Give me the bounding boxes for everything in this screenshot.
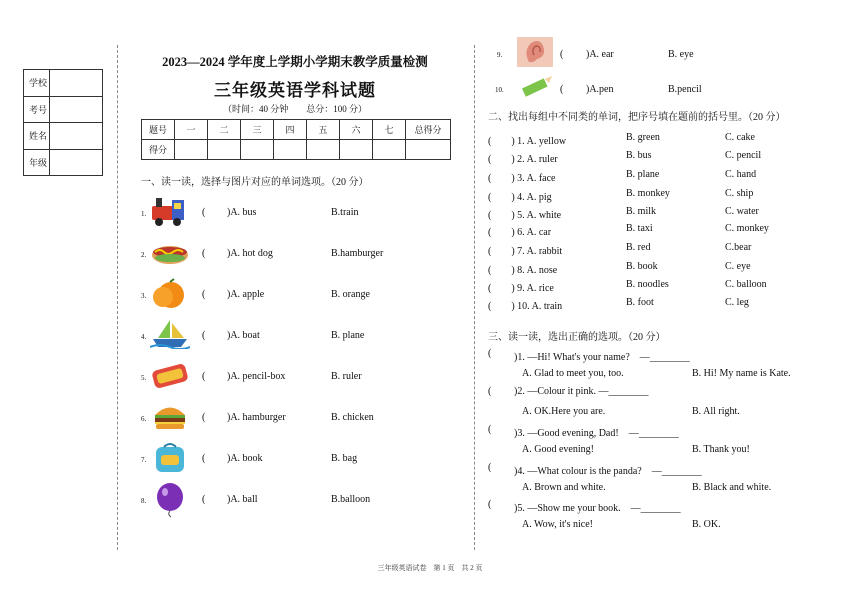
q4-option-a: )A. boat [227, 330, 260, 341]
bag-icon [152, 441, 188, 475]
q8-paren[interactable]: ( [202, 494, 206, 505]
pencil-icon [517, 73, 553, 103]
score-cell-header: 题号 [142, 120, 175, 140]
s2-option-b-2: B. bus [626, 150, 652, 161]
q10-option-a: )A.pen [586, 84, 614, 95]
score-cell[interactable] [373, 140, 406, 160]
q3-number: 3. [141, 292, 147, 300]
school-label: 学校 [24, 70, 50, 97]
q9-option-a: )A. ear [586, 49, 614, 60]
q4-paren[interactable]: ( [202, 330, 206, 341]
score-cell-header: 七 [373, 120, 406, 140]
s3-paren-2[interactable]: ( [488, 386, 492, 397]
s2-option-b-7: B. red [626, 242, 651, 253]
hamburger-icon [152, 402, 188, 432]
score-cell[interactable] [307, 140, 340, 160]
q8-option-a: )A. ball [227, 494, 258, 505]
q1-option-b: B.train [331, 207, 359, 218]
q2-number: 2. [141, 251, 147, 259]
s3-option-a-4: A. Brown and white. [522, 482, 606, 493]
s2-question-4[interactable]: ( ) 4. A. pig [488, 192, 552, 203]
s2-option-b-10: B. foot [626, 297, 654, 308]
s2-option-c-1: C. cake [725, 132, 755, 143]
s3-option-a-2: A. OK.Here you are. [522, 406, 606, 417]
grade-label: 年级 [24, 149, 50, 176]
q2-option-a: )A. hot dog [227, 248, 273, 259]
q5-number: 5. [141, 374, 147, 382]
s2-option-b-3: B. plane [626, 169, 660, 180]
q3-paren[interactable]: ( [202, 289, 206, 300]
q9-number: 9. [497, 51, 503, 59]
q5-option-a: )A. pencil-box [227, 371, 286, 382]
q1-option-a: )A. bus [227, 207, 257, 218]
q7-paren[interactable]: ( [202, 453, 206, 464]
s3-option-a-1: A. Glad to meet you, too. [522, 368, 624, 379]
s3-option-b-4: B. Black and white. [692, 482, 772, 493]
q10-paren[interactable]: ( [560, 84, 564, 95]
q1-number: 1. [141, 210, 147, 218]
s3-question-2: )2. —Colour it pink. —________ [514, 386, 649, 397]
q5-option-b: B. ruler [331, 371, 362, 382]
score-cell[interactable] [406, 140, 451, 160]
score-cell[interactable] [274, 140, 307, 160]
score-cell[interactable] [175, 140, 208, 160]
q3-option-a: )A. apple [227, 289, 265, 300]
q8-option-b: B.balloon [331, 494, 371, 505]
orange-icon [152, 276, 186, 310]
balloon-icon [150, 482, 190, 518]
school-field[interactable] [50, 70, 103, 97]
s3-paren-1[interactable]: ( [488, 348, 492, 359]
s3-question-4: )4. —What colour is the panda? —________ [514, 466, 702, 477]
s2-question-1[interactable]: ( ) 1. A. yellow [488, 136, 567, 147]
q8-number: 8. [141, 497, 147, 505]
ear-icon [517, 37, 553, 67]
s2-question-2[interactable]: ( ) 2. A. ruler [488, 154, 558, 165]
s3-paren-3[interactable]: ( [488, 424, 492, 435]
binding-line [117, 45, 118, 550]
s2-option-c-9: C. balloon [725, 279, 767, 290]
s3-option-b-2: B. All right. [692, 406, 740, 417]
q9-paren[interactable]: ( [560, 49, 564, 60]
pencil-box-icon [150, 361, 190, 391]
s2-option-b-6: B. taxi [626, 223, 653, 234]
s2-question-10[interactable]: ( ) 10. A. train [488, 301, 563, 312]
q6-paren[interactable]: ( [202, 412, 206, 423]
score-cell-header: 二 [208, 120, 241, 140]
train-icon [150, 196, 190, 228]
s2-question-9[interactable]: ( ) 9. A. rice [488, 283, 554, 294]
q10-option-b: B.pencil [668, 84, 702, 95]
grade-field[interactable] [50, 149, 103, 176]
q7-option-a: )A. book [227, 453, 263, 464]
s2-question-5[interactable]: ( ) 5. A. white [488, 210, 562, 221]
score-cell[interactable] [241, 140, 274, 160]
s2-option-b-4: B. monkey [626, 188, 670, 199]
s3-option-a-5: A. Wow, it's nice! [522, 519, 593, 530]
s2-option-c-3: C. hand [725, 169, 757, 180]
s3-paren-5[interactable]: ( [488, 499, 492, 510]
subject-title: 三年级英语学科试题 [214, 81, 376, 100]
q5-paren[interactable]: ( [202, 371, 206, 382]
s2-question-3[interactable]: ( ) 3. A. face [488, 173, 556, 184]
s3-question-5: )5. —Show me your book. —________ [514, 503, 681, 514]
score-cell-header: 三 [241, 120, 274, 140]
q3-option-b: B. orange [331, 289, 370, 300]
s2-option-c-4: C. ship [725, 188, 754, 199]
score-cell-header: 一 [175, 120, 208, 140]
boat-icon [150, 317, 190, 349]
score-cell[interactable] [208, 140, 241, 160]
q7-option-b: B. bag [331, 453, 358, 464]
s2-option-c-8: C. eye [725, 261, 751, 272]
column-divider [474, 45, 475, 550]
name-label: 姓名 [24, 123, 50, 150]
score-cell-header: 六 [340, 120, 373, 140]
s2-option-b-9: B. noodles [626, 279, 669, 290]
score-row-label: 得分 [142, 140, 175, 160]
section3-heading: 三、读一读，选出正确的选项。（20 分） [488, 332, 666, 343]
exam-number-field[interactable] [50, 96, 103, 123]
q1-paren[interactable]: ( [202, 207, 206, 218]
s2-question-8[interactable]: ( ) 8. A. nose [488, 265, 558, 276]
q4-number: 4. [141, 333, 147, 341]
score-cell-header: 四 [274, 120, 307, 140]
exam-title: 2023—2024 学年度上学期小学期末教学质量检测 [162, 55, 428, 69]
score-table [141, 119, 451, 160]
s3-option-b-5: B. OK. [692, 519, 721, 530]
s3-question-1: )1. —Hi! What's your name? —________ [514, 352, 690, 363]
s2-option-b-8: B. book [626, 261, 658, 272]
q7-number: 7. [141, 456, 147, 464]
section2-heading: 二、找出每组中不同类的单词，把序号填在题前的括号里。（20 分） [488, 112, 786, 123]
student-info-table [23, 69, 103, 176]
name-field[interactable] [50, 123, 103, 150]
q2-option-b: B.hamburger [331, 248, 384, 259]
s2-option-c-2: C. pencil [725, 150, 762, 161]
s2-option-c-10: C. leg [725, 297, 749, 308]
s3-paren-4[interactable]: ( [488, 462, 492, 473]
page-footer: 三年级英语试卷 第 1 页 共 2 页 [377, 564, 483, 572]
q6-number: 6. [141, 415, 147, 423]
score-cell[interactable] [340, 140, 373, 160]
hotdog-icon [150, 238, 190, 268]
q4-option-b: B. plane [331, 330, 365, 341]
q2-paren[interactable]: ( [202, 248, 206, 259]
score-cell-header: 总得分 [406, 120, 451, 140]
s2-option-c-7: C.bear [725, 242, 752, 253]
section1-heading: 一、读一读，选择与图片对应的单词选项。（20 分） [141, 177, 369, 188]
s2-question-6[interactable]: ( ) 6. A. car [488, 227, 552, 238]
s2-question-7[interactable]: ( ) 7. A. rabbit [488, 246, 563, 257]
q6-option-b: B. chicken [331, 412, 374, 423]
s3-option-b-3: B. Thank you! [692, 444, 750, 455]
score-cell-header: 五 [307, 120, 340, 140]
q10-number: 10. [495, 86, 504, 94]
s3-option-b-1: B. Hi! My name is Kate. [692, 368, 791, 379]
s2-option-c-5: C. water [725, 206, 759, 217]
s2-option-b-1: B. green [626, 132, 660, 143]
s2-option-c-6: C. monkey [725, 223, 769, 234]
s2-option-b-5: B. milk [626, 206, 657, 217]
q9-option-b: B. eye [668, 49, 694, 60]
s3-option-a-3: A. Good evening! [522, 444, 594, 455]
s3-question-3: )3. —Good evening, Dad! —________ [514, 428, 679, 439]
exam-number-label: 考号 [24, 96, 50, 123]
q6-option-a: )A. hamburger [227, 412, 286, 423]
exam-meta: （时间：40 分钟 总分：100 分） [222, 104, 367, 114]
